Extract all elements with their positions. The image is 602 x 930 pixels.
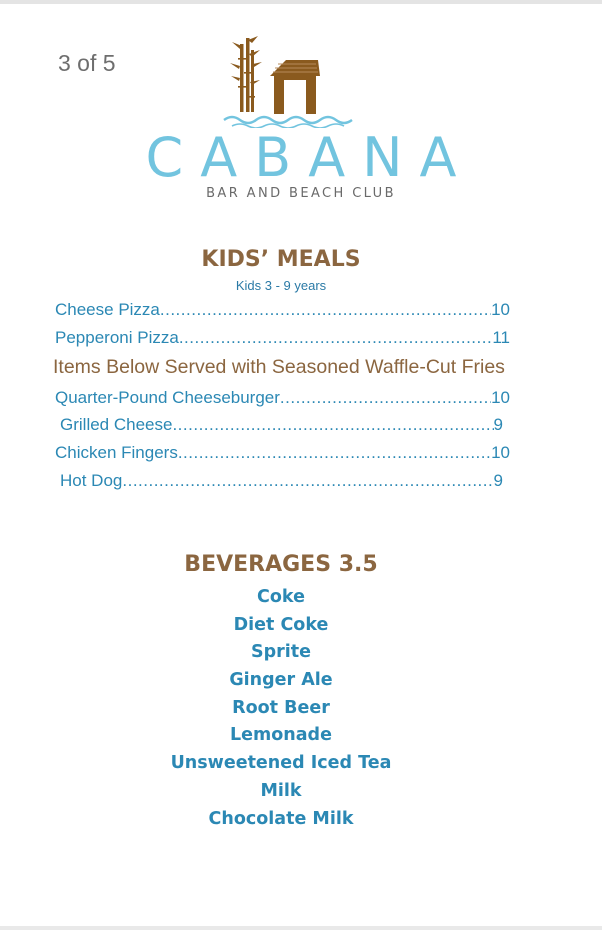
- beverage-item: Lemonade: [230, 725, 332, 746]
- menu-item-name: Chicken Fingers: [55, 443, 178, 462]
- menu-item-row: [55, 300, 510, 324]
- menu-item-price: 10: [491, 443, 510, 462]
- dot-leader: [160, 300, 491, 320]
- dot-leader: [280, 388, 491, 408]
- dot-leader: [178, 443, 491, 463]
- menu-item-name: Quarter-Pound Cheeseburger: [55, 388, 280, 407]
- menu-item-price: 11: [492, 328, 510, 347]
- beverage-item: Diet Coke: [233, 614, 329, 635]
- menu-item-name: Grilled Cheese: [60, 415, 173, 434]
- menu-item-row: [60, 471, 503, 495]
- menu-item-price: 10: [491, 388, 510, 407]
- beverage-item: Coke: [257, 587, 305, 607]
- menu-item-row: [55, 388, 510, 412]
- bottom-divider: [0, 926, 602, 930]
- menu-item-row: [60, 415, 503, 439]
- dot-leader: [172, 415, 493, 435]
- brand-subtitle: BAR AND BEACH CLUB: [206, 186, 396, 201]
- menu-item-price: 9: [493, 471, 503, 490]
- beverage-item: Milk: [260, 780, 302, 801]
- page-indicator: 3 of 5: [58, 50, 116, 76]
- beverage-list: [0, 584, 562, 833]
- beverage-item: Sprite: [251, 642, 311, 663]
- menu-item-name: Pepperoni Pizza: [55, 328, 179, 347]
- menu-item-name: Cheese Pizza: [55, 300, 160, 319]
- beverage-item: Chocolate Milk: [208, 808, 354, 829]
- cabana-logo-icon: [218, 36, 366, 128]
- beverage-item: Root Beer: [232, 697, 330, 718]
- brand-name: CABANA: [145, 126, 474, 189]
- menu-item-row: [55, 443, 510, 467]
- dot-leader: [179, 328, 493, 348]
- kids-meals-title: KIDS’ MEALS: [201, 247, 361, 272]
- top-divider: [0, 0, 602, 4]
- fries-note: Items Below Served with Seasoned Waffle-Cut Fries: [53, 356, 505, 378]
- beverages-title: BEVERAGES 3.5: [184, 552, 378, 577]
- beverage-item: Ginger Ale: [229, 670, 333, 691]
- dot-leader: [122, 471, 493, 491]
- kids-meals-subtitle: Kids 3 - 9 years: [235, 278, 327, 293]
- beverage-item: Unsweetened Iced Tea: [170, 753, 392, 774]
- menu-item-name: Hot Dog: [60, 471, 123, 490]
- menu-item-row: [55, 328, 510, 352]
- menu-item-price: 9: [493, 415, 503, 434]
- menu-item-price: 10: [491, 300, 510, 319]
